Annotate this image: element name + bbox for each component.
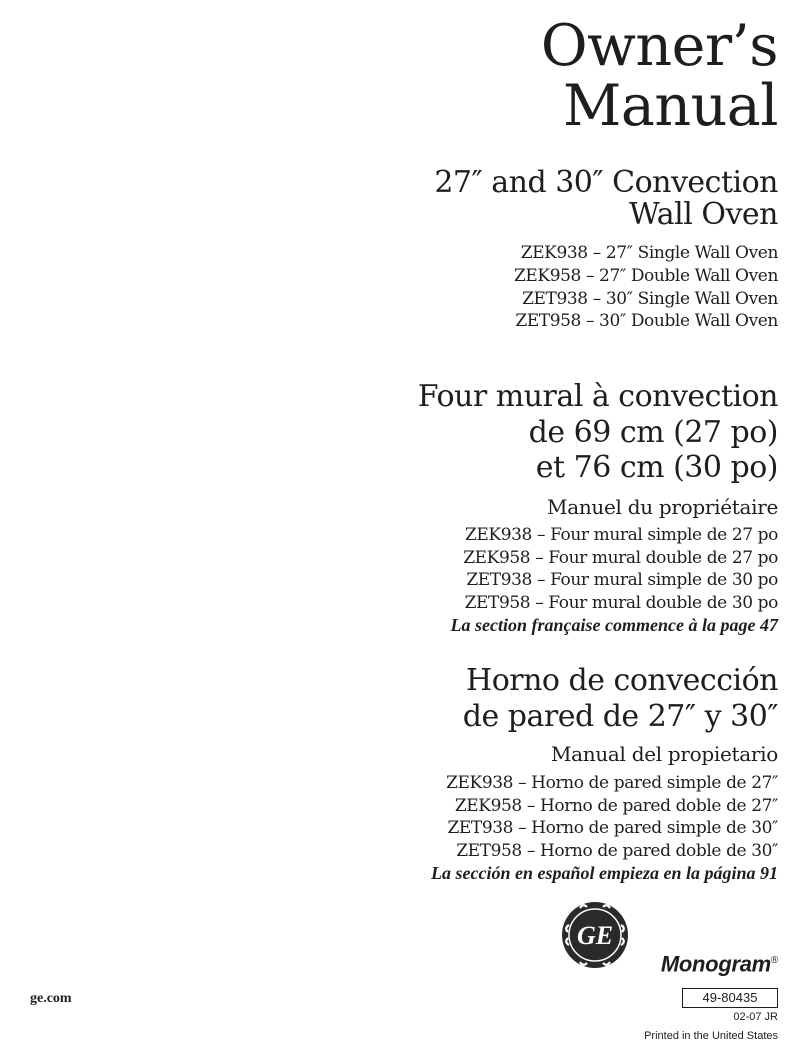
ge-logo-icon: [560, 900, 630, 970]
english-model-1: ZEK938 – 27″ Single Wall Oven: [520, 243, 778, 263]
french-model-4: ZET958 – Four mural double de 30 po: [464, 593, 778, 613]
title-line-2: Manual: [563, 73, 778, 139]
spanish-heading-line-2: de pared de 27″ y 30″: [462, 699, 778, 734]
english-model-3: ZET938 – 30″ Single Wall Oven: [522, 289, 778, 309]
svg-text:GE: GE: [576, 921, 614, 950]
french-model-1: ZEK938 – Four mural simple de 27 po: [465, 525, 778, 545]
french-subtitle: Manuel du propriétaire: [547, 495, 778, 519]
french-section-note: La section française commence à la page 47: [450, 615, 778, 635]
part-number-box: 49-80435: [682, 988, 778, 1008]
title-line-1: Owner’s: [540, 13, 778, 79]
website-link[interactable]: ge.com: [30, 991, 72, 1006]
spanish-subtitle: Manual del propietario: [550, 742, 778, 766]
spanish-heading-line-1: Horno de convección: [466, 663, 778, 698]
french-heading-line-1: Four mural à convection: [417, 379, 778, 414]
spanish-section-note: La sección en español empieza en la página 91: [431, 863, 778, 883]
spanish-model-3: ZET938 – Horno de pared simple de 30″: [447, 818, 778, 838]
registered-mark: ®: [770, 955, 778, 966]
english-model-2: ZEK958 – 27″ Double Wall Oven: [513, 266, 778, 286]
english-heading-line-1: 27″ and 30″ Convection: [434, 165, 778, 200]
spanish-model-2: ZEK958 – Horno de pared doble de 27″: [454, 796, 778, 816]
english-model-4: ZET958 – 30″ Double Wall Oven: [515, 311, 778, 331]
french-heading-line-3: et 76 cm (30 po): [535, 450, 778, 485]
spanish-model-1: ZEK938 – Horno de pared simple de 27″: [446, 773, 778, 793]
spanish-model-4: ZET958 – Horno de pared doble de 30″: [456, 841, 778, 861]
revision-code: 02-07 JR: [733, 1011, 778, 1023]
printed-in: Printed in the United States: [644, 1030, 778, 1042]
monogram-brand: [661, 948, 778, 977]
french-heading-line-2: de 69 cm (27 po): [528, 415, 778, 450]
french-model-2: ZEK958 – Four mural double de 27 po: [463, 548, 778, 568]
french-model-3: ZET938 – Four mural simple de 30 po: [466, 570, 778, 590]
monogram-brand-name: Monogram: [660, 951, 771, 977]
english-heading-line-2: Wall Oven: [629, 197, 778, 232]
